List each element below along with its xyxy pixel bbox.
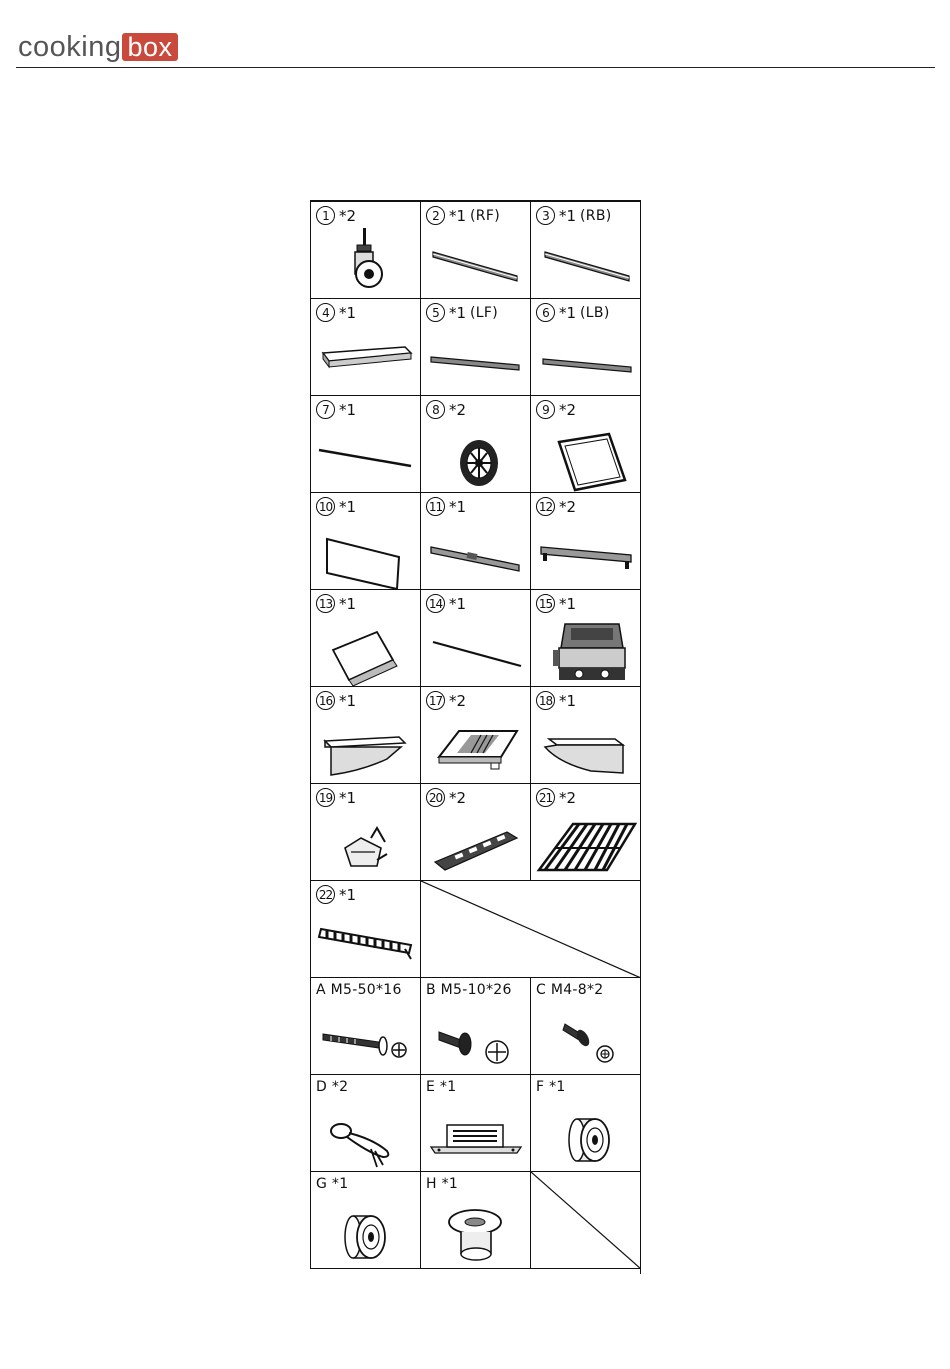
part-tag: (LF) <box>470 304 499 321</box>
hardware-label: D *2 <box>316 1079 349 1095</box>
part-number: 22 <box>316 885 335 904</box>
knob-icon <box>311 1196 420 1269</box>
hardware-label: C M4-8*2 <box>536 982 604 998</box>
part-cell-3 <box>530 202 640 299</box>
part-cell-9 <box>530 396 640 493</box>
rod-icon <box>421 614 530 687</box>
diagonal-strike-icon <box>421 881 640 978</box>
part-cell-6 <box>530 299 640 396</box>
part-qty: *1 <box>449 594 467 613</box>
pin-clip-icon <box>311 1099 420 1172</box>
knob-icon <box>531 1099 640 1172</box>
frame-icon <box>531 420 640 493</box>
shelf-icon <box>311 323 420 396</box>
hardware-label: B M5-10*26 <box>426 982 512 998</box>
part-cell-2 <box>420 202 530 299</box>
hardware-cell-e <box>420 1075 530 1172</box>
part-qty: *1 <box>559 303 577 322</box>
part-cell-21 <box>530 784 640 881</box>
part-cell-4 <box>310 299 420 396</box>
hardware-cell-a <box>310 978 420 1075</box>
hardware-cell-h <box>420 1172 530 1269</box>
part-number: 17 <box>426 691 445 710</box>
hardware-cell-b <box>420 978 530 1075</box>
hardware-label: A M5-50*16 <box>316 982 402 998</box>
part-number: 10 <box>316 497 335 516</box>
part-number: 12 <box>536 497 555 516</box>
part-qty: *1 <box>559 206 577 225</box>
part-cell-20 <box>420 784 530 881</box>
rail-icon <box>421 323 530 396</box>
bracket-icon <box>421 517 530 590</box>
part-qty: *1 <box>339 594 357 613</box>
part-cell-11 <box>420 493 530 590</box>
grease-tray-icon <box>421 711 530 784</box>
short-bolt-icon <box>421 1002 530 1075</box>
part-number: 15 <box>536 594 555 613</box>
part-number: 1 <box>316 206 335 225</box>
part-cell-7 <box>310 396 420 493</box>
part-number: 14 <box>426 594 445 613</box>
part-qty: *2 <box>449 788 467 807</box>
part-qty: *1 <box>449 497 467 516</box>
part-cell-10 <box>310 493 420 590</box>
part-number: 5 <box>426 303 445 322</box>
hardware-label: H *1 <box>426 1176 459 1192</box>
rail-icon <box>531 323 640 396</box>
parts-list-table <box>310 200 641 1274</box>
part-number: 6 <box>536 303 555 322</box>
side-shelf-icon <box>531 711 640 784</box>
rod-icon <box>311 420 420 493</box>
hardware-cell-d <box>310 1075 420 1172</box>
part-qty: *1 <box>339 885 357 904</box>
part-qty: *1 <box>339 303 357 322</box>
part-number: 11 <box>426 497 445 516</box>
heat-tent-icon <box>421 808 530 881</box>
igniter-icon <box>421 1099 530 1172</box>
part-qty: *1 <box>339 497 357 516</box>
grill-head-icon <box>531 614 640 687</box>
diagonal-strike-icon <box>531 1172 640 1269</box>
part-number: 3 <box>536 206 555 225</box>
hardware-label: G *1 <box>316 1176 349 1192</box>
rail-icon <box>531 226 640 299</box>
part-qty: *1 <box>559 691 577 710</box>
part-cell-16 <box>310 687 420 784</box>
part-qty: *2 <box>559 497 577 516</box>
knob-cap-icon <box>421 1196 530 1269</box>
part-qty: *2 <box>449 691 467 710</box>
hardware-cell-c <box>530 978 640 1075</box>
part-number: 9 <box>536 400 555 419</box>
part-tag: (RB) <box>580 207 612 224</box>
part-number: 21 <box>536 788 555 807</box>
warming-rack-icon <box>311 905 420 978</box>
grease-cup-icon <box>311 808 420 881</box>
hardware-cell-g <box>310 1172 420 1269</box>
part-number: 7 <box>316 400 335 419</box>
wheel-icon <box>421 420 530 493</box>
bracket-icon <box>531 517 640 590</box>
part-qty: *2 <box>559 400 577 419</box>
part-number: 18 <box>536 691 555 710</box>
brand-logo-box: box <box>122 33 177 61</box>
part-cell-19 <box>310 784 420 881</box>
part-number: 13 <box>316 594 335 613</box>
part-cell-18 <box>530 687 640 784</box>
part-qty: *1 <box>339 788 357 807</box>
caster-wheel-icon <box>311 226 420 299</box>
part-cell-5 <box>420 299 530 396</box>
part-number: 8 <box>426 400 445 419</box>
hardware-label: F *1 <box>536 1079 566 1095</box>
part-number: 20 <box>426 788 445 807</box>
panel-icon <box>311 517 420 590</box>
header-rule <box>16 67 935 68</box>
part-number: 4 <box>316 303 335 322</box>
brand-logo-text: cooking <box>18 30 122 63</box>
part-qty: *1 <box>449 303 467 322</box>
part-cell-17 <box>420 687 530 784</box>
part-cell-13 <box>310 590 420 687</box>
part-qty: *1 <box>339 400 357 419</box>
part-cell-14 <box>420 590 530 687</box>
empty-cell <box>420 881 640 978</box>
part-cell-12 <box>530 493 640 590</box>
part-cell-1 <box>310 202 420 299</box>
part-qty: *1 <box>559 594 577 613</box>
part-number: 2 <box>426 206 445 225</box>
part-qty: *1 <box>339 691 357 710</box>
hardware-label: E *1 <box>426 1079 457 1095</box>
small-screw-icon <box>531 1002 640 1075</box>
part-tag: (RF) <box>470 207 500 224</box>
brand-logo <box>18 30 178 64</box>
empty-cell <box>530 1172 640 1269</box>
part-number: 16 <box>316 691 335 710</box>
part-cell-22 <box>310 881 420 978</box>
board-icon <box>311 614 420 687</box>
rail-icon <box>421 226 530 299</box>
part-qty: *2 <box>559 788 577 807</box>
part-number: 19 <box>316 788 335 807</box>
part-cell-15 <box>530 590 640 687</box>
part-cell-8 <box>420 396 530 493</box>
part-qty: *1 <box>449 206 467 225</box>
hardware-cell-f <box>530 1075 640 1172</box>
part-tag: (LB) <box>580 304 610 321</box>
side-shelf-icon <box>311 711 420 784</box>
cooking-grate-icon <box>531 808 640 881</box>
part-qty: *2 <box>449 400 467 419</box>
part-qty: *2 <box>339 206 357 225</box>
long-bolt-icon <box>311 1002 420 1075</box>
